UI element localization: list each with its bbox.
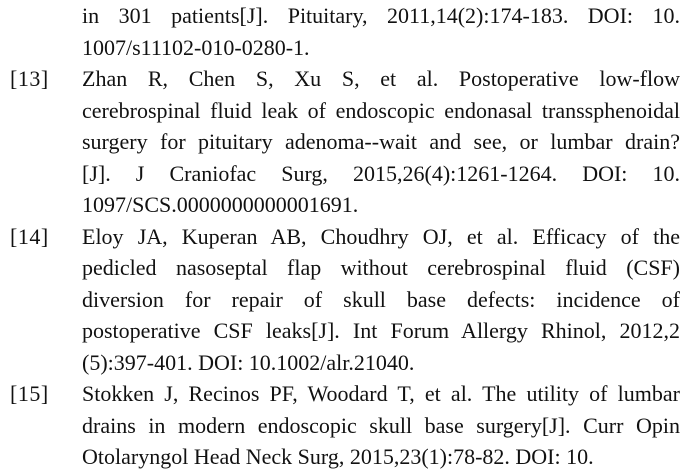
reference-item-13 — [0, 63, 690, 221]
reference-text — [82, 63, 680, 221]
reference-text — [82, 221, 680, 379]
reference-number: [15] — [10, 381, 49, 406]
reference-line: Zhan R, Chen S, Xu S, et al. Postoperative low-flow — [82, 66, 680, 91]
reference-line: Stokken J, Recinos PF, Woodard T, et al. The utility of lumbar — [82, 381, 680, 406]
reference-line: 1007/s11102-010-0280-1. — [82, 34, 310, 60]
reference-line: pedicled nasoseptal flap without cerebrospinal fluid (CSF) — [82, 255, 680, 280]
reference-line: Eloy JA, Kuperan AB, Choudhry OJ, et al. Efficacy of the — [82, 223, 680, 249]
reference-line: postoperative CSF leaks[J]. Int Forum Allergy Rhinol, 2012,2 — [82, 318, 680, 343]
reference-continuation — [0, 0, 690, 63]
reference-line: in 301 patients[J]. Pituitary, 2011,14(2):174-183. DOI: 10. — [82, 3, 680, 28]
reference-text — [82, 378, 680, 473]
reference-number: [14] — [10, 223, 49, 249]
reference-text — [82, 0, 680, 63]
reference-line: drains in modern endoscopic skull base surgery[J]. Curr Opin — [82, 412, 680, 438]
reference-item-15 — [0, 378, 690, 473]
reference-line: (5):397-401. DOI: 10.1002/alr.21040. — [82, 349, 415, 375]
reference-line: cerebrospinal fluid leak of endoscopic endonasal transsphenoidal — [82, 97, 680, 123]
reference-number: [13] — [10, 66, 49, 91]
reference-line: Otolaryngol Head Neck Surg, 2015,23(1):78-82. DOI: 10. — [82, 444, 594, 469]
reference-line: surgery for pituitary adenoma--wait and see, or lumbar drain? — [82, 129, 680, 154]
reference-item-14 — [0, 221, 690, 379]
reference-line: [J]. J Craniofac Surg, 2015,26(4):1261-1264. DOI: 10. — [82, 160, 680, 186]
reference-line: 1097/SCS.0000000000001691. — [82, 192, 359, 217]
reference-line: diversion for repair of skull base defects: incidence of — [82, 286, 680, 312]
